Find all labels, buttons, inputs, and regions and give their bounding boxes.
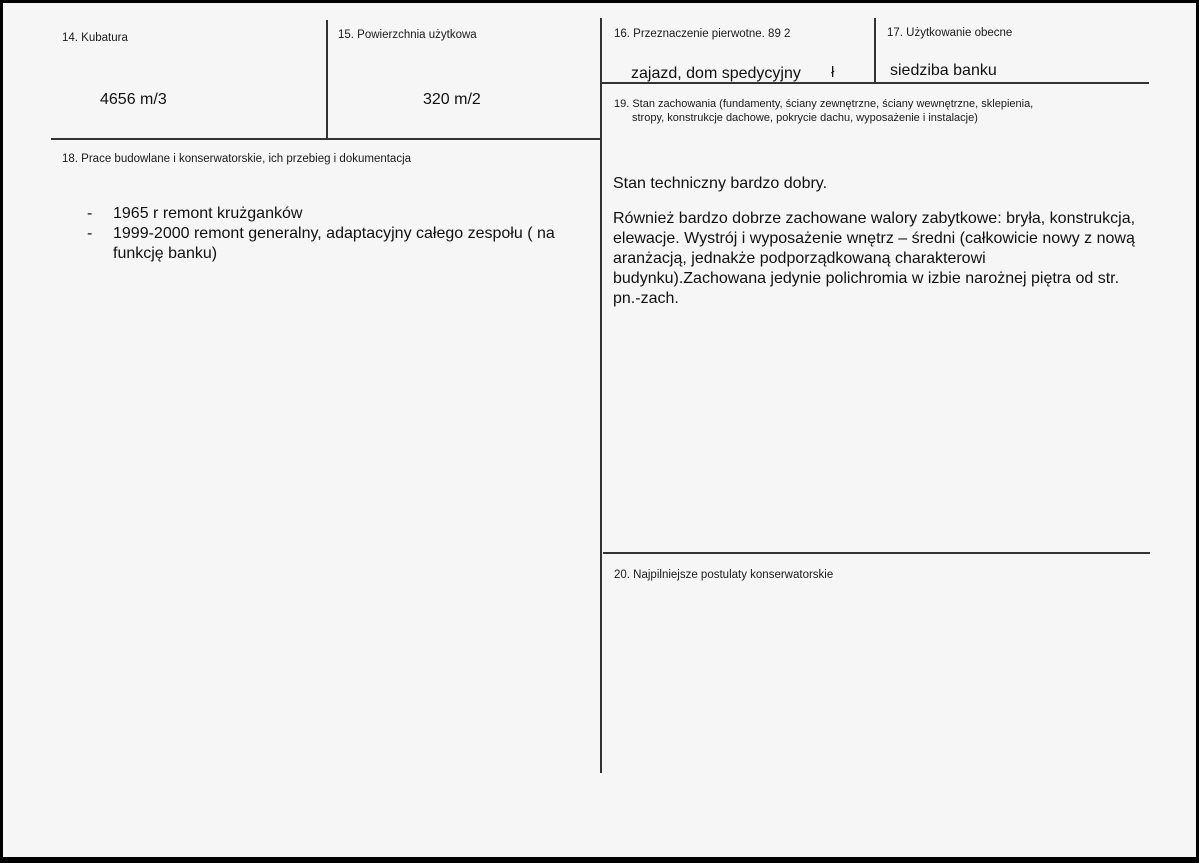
stan-zachowania-text-1: Stan techniczny bardzo dobry.	[613, 175, 828, 192]
divider-14-15	[326, 20, 328, 140]
stan-zachowania-label-line1: 19. Stan zachowania (fundamenty, ściany zewnętrzne, ściany wewnętrzne, sklepienia,	[614, 98, 1034, 110]
stan-zachowania-text-2: Również bardzo dobrze zachowane walory zabytkowe: bryła, konstrukcja, elewacje. Wystrój i wyposażenie wnętrz – średni (całkowicie nowy z nową aranżacją, jednakże podporządkowaną charakterowi budynku).Zachowana jedynie polichromia w izbie narożnej piętra od str. pn.-zach.	[613, 210, 1136, 307]
list-bullet: -	[87, 205, 93, 222]
list-bullet: -	[87, 225, 93, 242]
kubatura-value: 4656 m/3	[100, 91, 167, 108]
divider-19-20	[603, 552, 1150, 554]
record-card	[3, 3, 1196, 857]
list-item	[57, 204, 592, 224]
stan-zachowania-label	[614, 97, 1149, 125]
uzytkowanie-label: 17. Użytkowanie obecne	[887, 27, 1013, 39]
list-item-text: 1999-2000 remont generalny, adaptacyjny całego zespołu ( na funkcję banku)	[113, 225, 555, 262]
kubatura-label: 14. Kubatura	[62, 32, 128, 44]
divider-top-left	[51, 138, 601, 140]
powierzchnia-value: 320 m/2	[423, 91, 481, 108]
divider-main-vertical	[600, 18, 602, 773]
postulaty-label: 20. Najpilniejsze postulaty konserwatorskie	[614, 569, 834, 581]
uzytkowanie-value: siedziba banku	[890, 62, 997, 79]
prace-budowlane-list	[57, 204, 592, 264]
przeznaczenie-label: 16. Przeznaczenie pierwotne. 89 2	[614, 28, 791, 40]
list-item	[57, 224, 592, 264]
prace-budowlane-label: 18. Prace budowlane i konserwatorskie, ich przebieg i dokumentacja	[62, 153, 412, 165]
powierzchnia-label: 15. Powierzchnia użytkowa	[338, 29, 477, 41]
stan-zachowania-label-line2: stropy, konstrukcje dachowe, pokrycie dachu, wyposażenie i instalacje)	[632, 112, 978, 124]
divider-16-17	[874, 18, 876, 84]
list-item-text: 1965 r remont krużganków	[113, 205, 303, 222]
przeznaczenie-mark: ł	[831, 64, 835, 81]
przeznaczenie-value: zajazd, dom spedycyjny	[631, 65, 801, 82]
